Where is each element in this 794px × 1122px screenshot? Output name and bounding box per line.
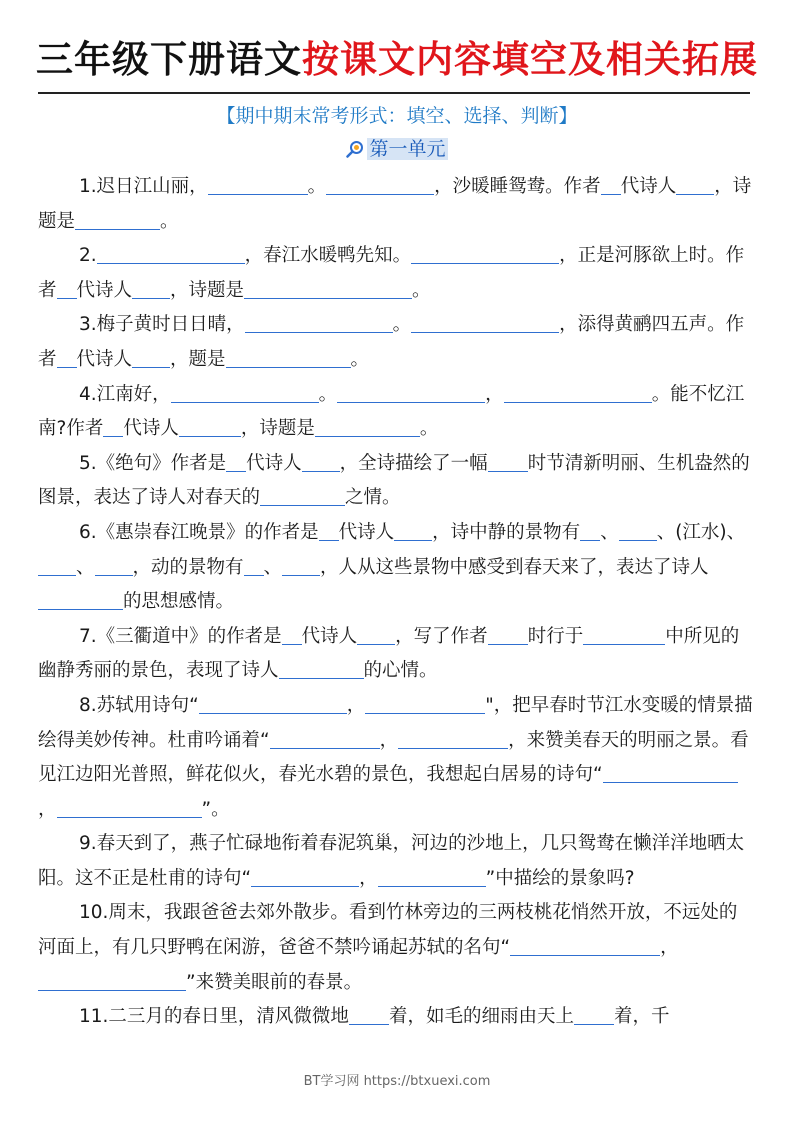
question-text: 代诗人	[76, 279, 133, 301]
question-text: ，全诗描绘了一幅	[339, 452, 488, 474]
question-text: ，	[346, 694, 366, 716]
page-subtitle: 【期中期末常考形式：填空、选择、判断】	[216, 105, 578, 127]
question-6	[38, 516, 754, 620]
question-9	[38, 827, 754, 896]
answer-blank[interactable]	[199, 693, 347, 714]
unit-heading	[0, 135, 794, 163]
question-text: 。	[419, 418, 439, 440]
question-text: 6.《惠崇春江晚景》的作者是	[79, 521, 319, 543]
answer-blank[interactable]	[95, 555, 133, 576]
title-red: 按课文内容填空及相关拓展	[302, 38, 758, 81]
question-text: ，沙暖睡鸳鸯。作者	[434, 176, 601, 197]
answer-blank[interactable]	[510, 935, 660, 956]
question-text: ”。	[201, 798, 230, 820]
question-text: ，诗题是	[38, 176, 752, 232]
question-text: ，诗中静的景物有	[432, 521, 581, 543]
title-black: 三年级下册语文	[36, 38, 302, 81]
question-text: 代诗人	[246, 452, 302, 474]
question-text: 、	[76, 556, 95, 578]
question-text: 时节清新明丽、生机盎然的图景，表达了诗人对春天的	[38, 452, 750, 509]
answer-blank[interactable]	[57, 347, 77, 368]
answer-blank[interactable]	[251, 866, 359, 887]
question-text: 、	[600, 521, 619, 543]
question-text: ，	[660, 937, 679, 959]
question-text: 9.春天到了，燕子忙碌地衔着春泥筑巢，河边的沙地上，几只鸳鸯在懒洋洋地晒太阳。这不正是杜甫的诗句“	[38, 833, 745, 889]
question-text: 代诗人	[123, 418, 179, 440]
question-7	[38, 620, 754, 689]
answer-blank[interactable]	[179, 416, 241, 437]
question-text: ，	[359, 867, 378, 889]
question-text: 的思想感情。	[123, 591, 235, 613]
answer-blank[interactable]	[270, 728, 380, 749]
question-text: 11.二三月的春日里，清风微微地	[79, 1006, 349, 1028]
question-11	[38, 1000, 754, 1035]
question-text: 中所见的幽静秀丽的景色，表现了诗人	[38, 625, 740, 682]
answer-blank[interactable]	[103, 416, 123, 437]
answer-blank[interactable]	[260, 485, 345, 506]
question-text: "，把早春时节江水变暖的情景描绘得美妙传神。杜甫吟诵着“	[38, 694, 753, 751]
answer-blank[interactable]	[676, 174, 714, 195]
question-text: 代诗人	[620, 176, 677, 197]
answer-blank[interactable]	[603, 762, 738, 783]
question-text: 代诗人	[338, 521, 395, 543]
answer-blank[interactable]	[583, 624, 665, 645]
question-text: ”中描绘的景象吗?	[485, 867, 635, 889]
answer-blank[interactable]	[580, 520, 600, 541]
question-text: 1.迟日江山丽，	[79, 176, 208, 197]
page-footer: BT学习网 https://btxuexi.com	[303, 1074, 491, 1089]
answer-blank[interactable]	[394, 520, 432, 541]
answer-blank[interactable]	[282, 555, 320, 576]
answer-blank[interactable]	[574, 1004, 614, 1025]
answer-blank[interactable]	[326, 174, 434, 195]
question-text: 7.《三衢道中》的作者是	[79, 625, 282, 647]
answer-blank[interactable]	[357, 624, 395, 645]
answer-blank[interactable]	[226, 451, 246, 472]
question-text: 着，千	[613, 1006, 670, 1028]
answer-blank[interactable]	[171, 382, 319, 403]
question-text: 之情。	[345, 487, 401, 509]
answer-blank[interactable]	[57, 278, 77, 299]
answer-blank[interactable]	[601, 174, 621, 195]
answer-blank[interactable]	[315, 416, 420, 437]
question-text: 3.梅子黄时日日晴，	[79, 314, 245, 336]
question-text: 10.周末，我跟爸爸去郊外散步。看到竹林旁边的三两枝桃花悄然开放，不远处的河面上，有几只野鸭在闲游，爸爸不禁吟诵起苏轼的名句“	[38, 902, 738, 959]
answer-blank[interactable]	[245, 312, 393, 333]
answer-blank[interactable]	[38, 589, 123, 610]
question-text: 时行于	[527, 625, 584, 647]
question-text: ，	[379, 729, 399, 751]
answer-blank[interactable]	[378, 866, 486, 887]
answer-blank[interactable]	[488, 451, 528, 472]
question-text: ”来赞美眼前的春景。	[186, 971, 363, 993]
answer-blank[interactable]	[282, 624, 302, 645]
answer-blank[interactable]	[38, 555, 76, 576]
question-text: 。	[350, 348, 370, 370]
question-3	[38, 308, 754, 377]
answer-blank[interactable]	[398, 728, 508, 749]
question-text: 2.	[79, 245, 97, 267]
answer-blank[interactable]	[488, 624, 528, 645]
question-4	[38, 378, 754, 447]
question-text: ，诗题是	[240, 418, 315, 440]
answer-blank[interactable]	[132, 278, 170, 299]
answer-blank[interactable]	[57, 797, 202, 818]
question-text: ，写了作者	[395, 625, 488, 647]
question-text: ，春江水暖鸭先知。	[244, 245, 412, 267]
question-text: 着，如毛的细雨由天上	[388, 1006, 574, 1028]
answer-blank[interactable]	[208, 174, 308, 195]
question-text: 代诗人	[76, 348, 133, 370]
answer-blank[interactable]	[279, 658, 364, 679]
answer-blank[interactable]	[244, 278, 412, 299]
question-text: 代诗人	[301, 625, 358, 647]
question-text: 4.江南好，	[79, 383, 171, 405]
answer-blank[interactable]	[226, 347, 351, 368]
question-text: ，添得黄鹂四五声。作者	[38, 314, 745, 370]
answer-blank[interactable]	[38, 970, 186, 991]
answer-blank[interactable]	[244, 555, 264, 576]
question-10	[38, 896, 754, 1000]
answer-blank[interactable]	[411, 312, 559, 333]
question-text: ，题是	[170, 348, 226, 370]
question-text: 5.《绝句》作者是	[79, 452, 227, 474]
question-text: ，诗题是	[170, 279, 245, 301]
question-list	[38, 170, 754, 1035]
question-text: ，来赞美春天的明丽之景。看见江边阳光普照，鲜花似火，春光水碧的景色，我想起白居易的诗句“	[38, 729, 749, 786]
question-text: 8.苏轼用诗句“	[79, 694, 199, 716]
question-1	[38, 170, 754, 239]
question-text: 。	[307, 176, 327, 197]
answer-blank[interactable]	[319, 520, 339, 541]
question-text: ，人从这些景物中感受到春天来了，表达了诗人	[320, 556, 709, 578]
question-text: 。能不忆江南?作者	[38, 383, 745, 440]
question-text: ，动的景物有	[132, 556, 244, 578]
question-text: 、(江水)、	[656, 521, 746, 543]
question-5	[38, 447, 754, 516]
answer-blank[interactable]	[337, 382, 485, 403]
answer-blank[interactable]	[504, 382, 652, 403]
answer-blank[interactable]	[97, 243, 245, 264]
question-2	[38, 239, 754, 308]
title-divider	[38, 92, 750, 94]
answer-blank[interactable]	[619, 520, 657, 541]
answer-blank[interactable]	[365, 693, 485, 714]
question-text: 。	[160, 210, 179, 232]
question-text: ，	[38, 798, 57, 820]
answer-blank[interactable]	[132, 347, 170, 368]
question-8	[38, 689, 754, 827]
answer-blank[interactable]	[75, 209, 160, 230]
question-text: 。	[392, 314, 412, 336]
question-text: 、	[263, 556, 283, 578]
page-title	[0, 36, 794, 84]
answer-blank[interactable]	[302, 451, 340, 472]
answer-blank[interactable]	[411, 243, 559, 264]
question-text: 的心情。	[363, 660, 438, 682]
magnifier-icon	[346, 140, 364, 158]
question-text: ，	[485, 383, 504, 405]
answer-blank[interactable]	[349, 1004, 389, 1025]
question-text: 。	[318, 383, 338, 405]
unit-label: 第一单元	[369, 138, 446, 160]
question-text: 。	[412, 279, 431, 301]
question-text: ，正是河豚欲上时。作者	[38, 245, 745, 301]
